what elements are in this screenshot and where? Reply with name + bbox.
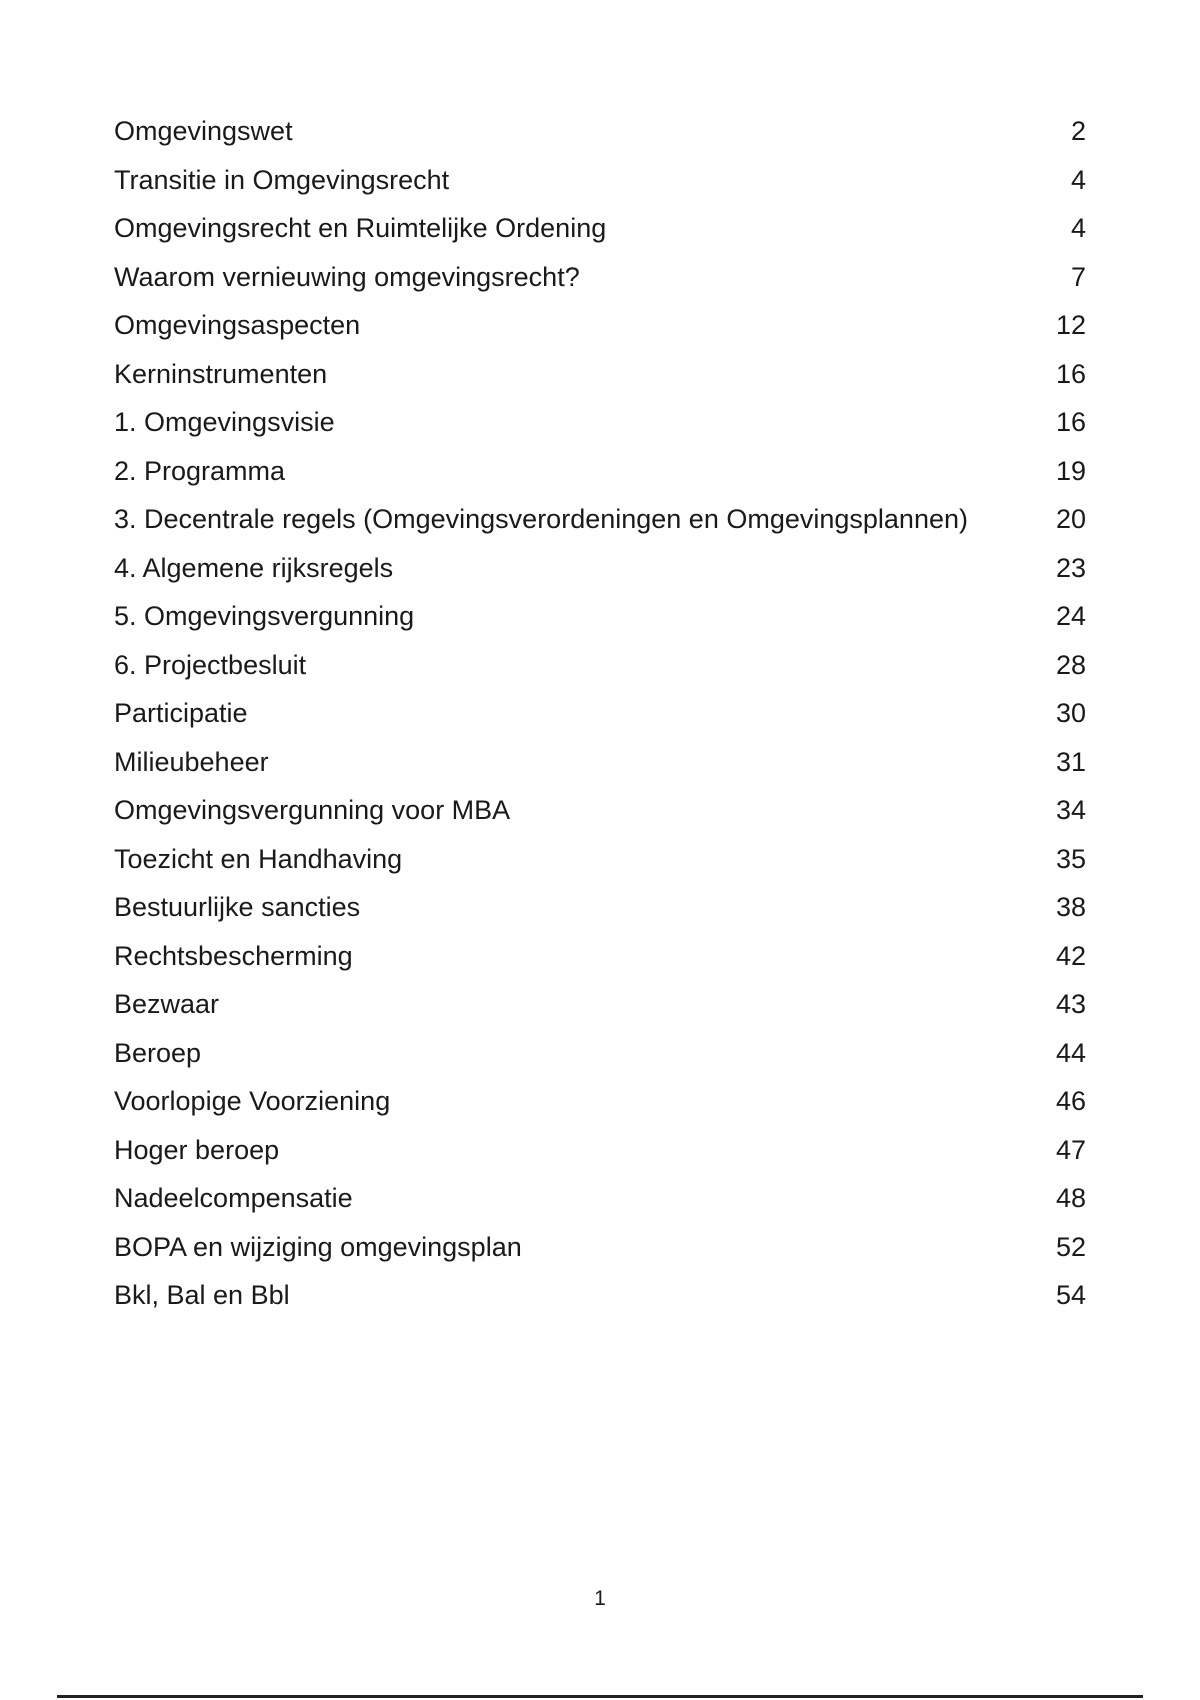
toc-entry-page: 52 — [1055, 1231, 1086, 1262]
toc-entry-title: Beroep — [114, 1037, 202, 1068]
toc-entry-page: 4 — [1070, 164, 1086, 195]
toc-entry-page: 31 — [1055, 746, 1086, 777]
toc-entry-title: 4. Algemene rijksregels — [114, 552, 394, 583]
toc-entry-title: Participatie — [114, 698, 248, 728]
toc-entry[interactable] — [114, 255, 1086, 304]
toc-entry[interactable] — [114, 1031, 1086, 1080]
toc-entry[interactable] — [114, 400, 1086, 449]
toc-entry-title: Omgevingsrecht en Ruimtelijke Ordening — [114, 213, 607, 243]
toc-entry-page: 19 — [1055, 455, 1086, 486]
toc-entry[interactable] — [114, 837, 1086, 886]
toc-entry-title: Rechtsbescherming — [114, 940, 353, 971]
toc-entry-page: 44 — [1055, 1037, 1086, 1068]
toc-entry-page: 48 — [1055, 1183, 1086, 1213]
toc-entry-page: 12 — [1055, 310, 1086, 340]
toc-entry[interactable] — [114, 109, 1086, 158]
toc-entry-title: Omgevingsvergunning voor MBA — [114, 795, 511, 825]
toc-entry[interactable] — [114, 206, 1086, 255]
toc-entry[interactable] — [114, 643, 1086, 692]
toc-entry[interactable] — [114, 1128, 1086, 1177]
toc-entry-page: 23 — [1055, 552, 1086, 583]
toc-entry[interactable] — [114, 449, 1086, 498]
toc-entry-page: 28 — [1055, 649, 1086, 680]
toc-entry-page: 24 — [1055, 601, 1086, 631]
toc-entry-title: 1. Omgevingsvisie — [114, 407, 335, 437]
toc-entry-title: Bezwaar — [114, 989, 220, 1019]
toc-entry-title: 5. Omgevingsvergunning — [114, 601, 415, 631]
table-of-contents — [114, 109, 1086, 1322]
toc-entry-page: 20 — [1055, 504, 1086, 534]
toc-entry[interactable] — [114, 303, 1086, 352]
toc-entry[interactable] — [114, 934, 1086, 983]
toc-entry-title: 3. Decentrale regels (Omgevingsverordeningen en Omgevingsplannen) — [114, 504, 968, 534]
toc-entry-page: 16 — [1055, 407, 1086, 437]
toc-entry-page: 43 — [1055, 989, 1086, 1019]
toc-entry[interactable] — [114, 1079, 1086, 1128]
toc-entry-page: 47 — [1055, 1134, 1086, 1165]
toc-entry-title: Milieubeheer — [114, 746, 269, 777]
toc-entry-page: 4 — [1070, 213, 1086, 243]
toc-entry[interactable] — [114, 594, 1086, 643]
toc-entry[interactable] — [114, 158, 1086, 207]
toc-entry-page: 34 — [1055, 795, 1086, 825]
toc-entry[interactable] — [114, 1225, 1086, 1274]
toc-entry[interactable] — [114, 885, 1086, 934]
page-number: 1 — [594, 1587, 606, 1610]
toc-entry-title: Transitie in Omgevingsrecht — [114, 164, 450, 195]
toc-entry-page: 42 — [1055, 940, 1086, 971]
toc-entry-title: Bestuurlijke sancties — [114, 892, 361, 922]
toc-entry[interactable] — [114, 740, 1086, 789]
toc-entry[interactable] — [114, 982, 1086, 1031]
toc-entry-title: Voorlopige Voorziening — [114, 1086, 391, 1116]
toc-entry[interactable] — [114, 691, 1086, 740]
toc-entry-page: 30 — [1055, 698, 1086, 728]
toc-entry-title: Kerninstrumenten — [114, 358, 328, 389]
toc-entry-title: 6. Projectbesluit — [114, 649, 307, 680]
toc-entry[interactable] — [114, 788, 1086, 837]
toc-entry-title: Omgevingsaspecten — [114, 310, 361, 340]
toc-entry[interactable] — [114, 546, 1086, 595]
toc-entry[interactable] — [114, 1176, 1086, 1225]
toc-entry-page: 54 — [1055, 1280, 1086, 1310]
toc-entry-title: Bkl, Bal en Bbl — [114, 1280, 290, 1310]
toc-entry-page: 16 — [1055, 358, 1086, 389]
toc-entry-page: 38 — [1055, 892, 1086, 922]
toc-entry-title: Toezicht en Handhaving — [114, 843, 403, 874]
toc-entry[interactable] — [114, 497, 1086, 546]
toc-entry-page: 7 — [1070, 261, 1086, 292]
toc-entry-title: Nadeelcompensatie — [114, 1183, 353, 1213]
toc-entry-title: BOPA en wijziging omgevingsplan — [114, 1231, 522, 1262]
toc-entry-page: 35 — [1055, 843, 1086, 874]
toc-entry-page: 2 — [1070, 116, 1086, 146]
toc-entry-title: Waarom vernieuwing omgevingsrecht? — [114, 261, 580, 292]
toc-entry[interactable] — [114, 352, 1086, 401]
toc-entry-title: 2. Programma — [114, 455, 286, 486]
toc-entry-title: Omgevingswet — [114, 116, 293, 146]
toc-entry-page: 46 — [1055, 1086, 1086, 1116]
page-divider — [57, 1695, 1143, 1698]
toc-entry[interactable] — [114, 1273, 1086, 1322]
toc-entry-title: Hoger beroep — [114, 1134, 280, 1165]
